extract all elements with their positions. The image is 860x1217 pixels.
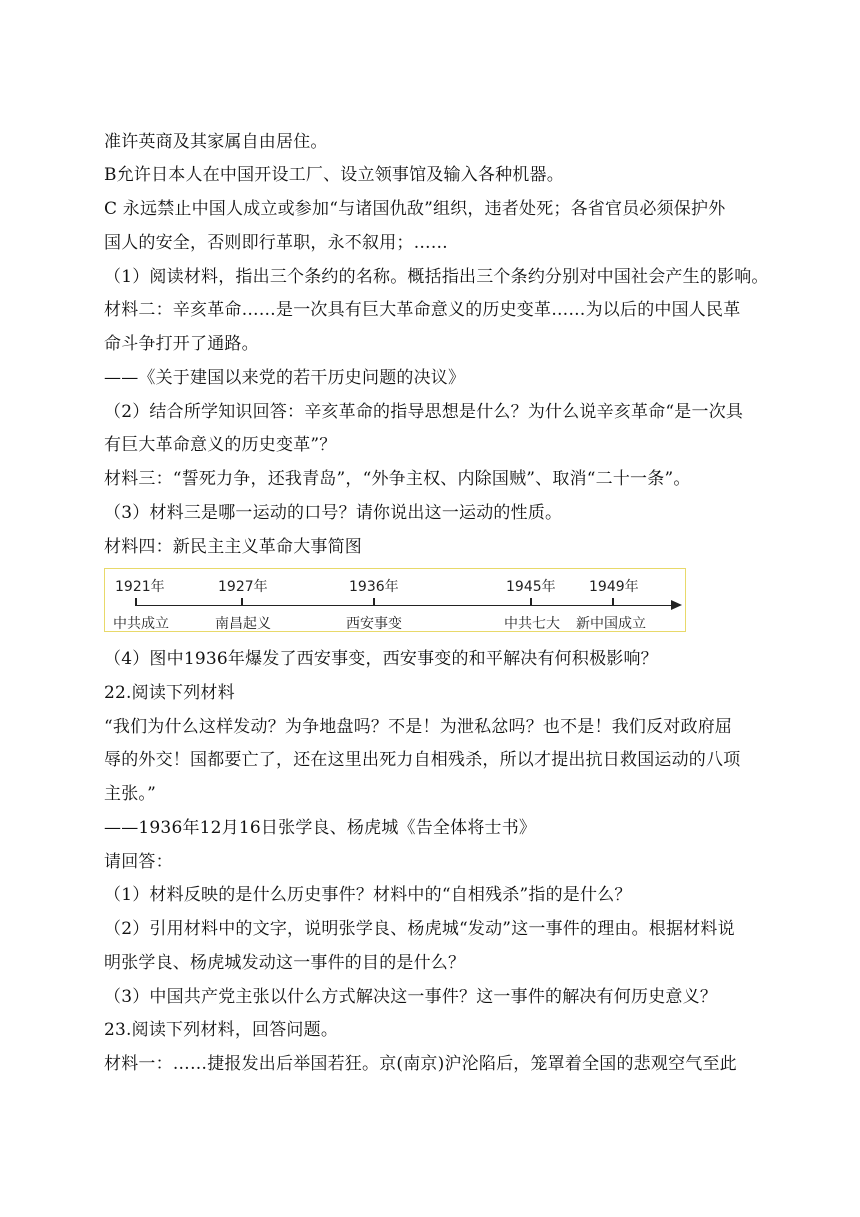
question-line: （2）结合所学知识回答：辛亥革命的指导思想是什么？为什么说辛亥革命“是一次具 <box>104 402 744 422</box>
timeline-event: 南昌起义 <box>215 616 271 632</box>
timeline-event: 中共七大 <box>504 616 560 632</box>
text-line: 有巨大革命意义的历史变革”？ <box>104 435 337 455</box>
timeline-year: 1921年 <box>115 579 165 595</box>
text-line: 材料一：……捷报发出后举国若狂。京(南京)沪沦陷后，笼罩着全国的悲观空气至此 <box>104 1054 737 1074</box>
question-heading: 22.阅读下列材料 <box>104 683 235 703</box>
timeline-tick <box>530 598 532 606</box>
question-line: （1）阅读材料，指出三个条约的名称。概括指出三个条约分别对中国社会产生的影响。 <box>104 267 769 287</box>
question-heading: 23.阅读下列材料，回答问题。 <box>104 1020 339 1040</box>
timeline-axis <box>135 605 675 606</box>
text-line: 国人的安全，否则即行革职，永不叙用；…… <box>104 233 448 253</box>
timeline-year: 1927年 <box>218 579 268 595</box>
timeline-figure <box>104 568 686 632</box>
timeline-year: 1949年 <box>589 579 639 595</box>
text-line: 材料二：辛亥革命……是一次具有巨大革命意义的历史变革……为以后的中国人民革 <box>104 300 741 320</box>
text-line: 命斗争打开了通路。 <box>104 334 259 354</box>
question-line: （1）材料反映的是什么历史事件？材料中的“自相残杀”指的是什么？ <box>104 885 632 905</box>
text-line: 明张学良、杨虎城发动这一事件的目的是什么？ <box>104 953 466 973</box>
timeline-tick <box>241 598 243 606</box>
text-line: 材料三：“誓死力争，还我青岛”，“外争主权、内除国贼”、取消“二十一条”。 <box>104 469 691 489</box>
timeline-year: 1945年 <box>506 579 556 595</box>
figure-caption: 材料四：新民主主义革命大事简图 <box>104 537 362 557</box>
text-line: 请回答： <box>104 852 173 872</box>
timeline-event: 中共成立 <box>113 616 169 632</box>
timeline-arrow-icon <box>671 600 682 610</box>
text-line: B允许日本人在中国开设工厂、设立领事馆及输入各种机器。 <box>104 165 564 185</box>
timeline-event: 西安事变 <box>346 616 402 632</box>
text-line: C 永远禁止中国人成立或参加“与诸国仇敌”组织，违者处死；各省官员必须保护外 <box>104 199 726 219</box>
question-line: （3）材料三是哪一运动的口号？请你说出这一运动的性质。 <box>104 503 563 523</box>
text-line: 辱的外交！国都要亡了，还在这里出死力自相残杀，所以才提出抗日救国运动的八项 <box>104 750 741 770</box>
question-line: （4）图中1936年爆发了西安事变，西安事变的和平解决有何积极影响？ <box>104 649 658 669</box>
text-line: “我们为什么这样发动？为争地盘吗？不是！为泄私忿吗？也不是！我们反对政府屈 <box>104 717 733 737</box>
timeline-event: 新中国成立 <box>576 616 646 632</box>
timeline-tick <box>373 598 375 606</box>
question-line: （3）中国共产党主张以什么方式解决这一事件？这一事件的解决有何历史意义？ <box>104 987 718 1007</box>
question-line: （2）引用材料中的文字，说明张学良、杨虎城“发动”这一事件的理由。根据材料说 <box>104 919 735 939</box>
citation-line: ——1936年12月16日张学良、杨虎城《告全体将士书》 <box>104 818 537 838</box>
citation-line: ——《关于建国以来党的若干历史问题的决议》 <box>104 368 466 388</box>
timeline-year: 1936年 <box>349 579 399 595</box>
text-line: 主张。” <box>104 784 156 804</box>
timeline-tick <box>612 598 614 606</box>
timeline-tick <box>135 598 137 606</box>
text-line: 准许英商及其家属自由居住。 <box>104 132 328 152</box>
